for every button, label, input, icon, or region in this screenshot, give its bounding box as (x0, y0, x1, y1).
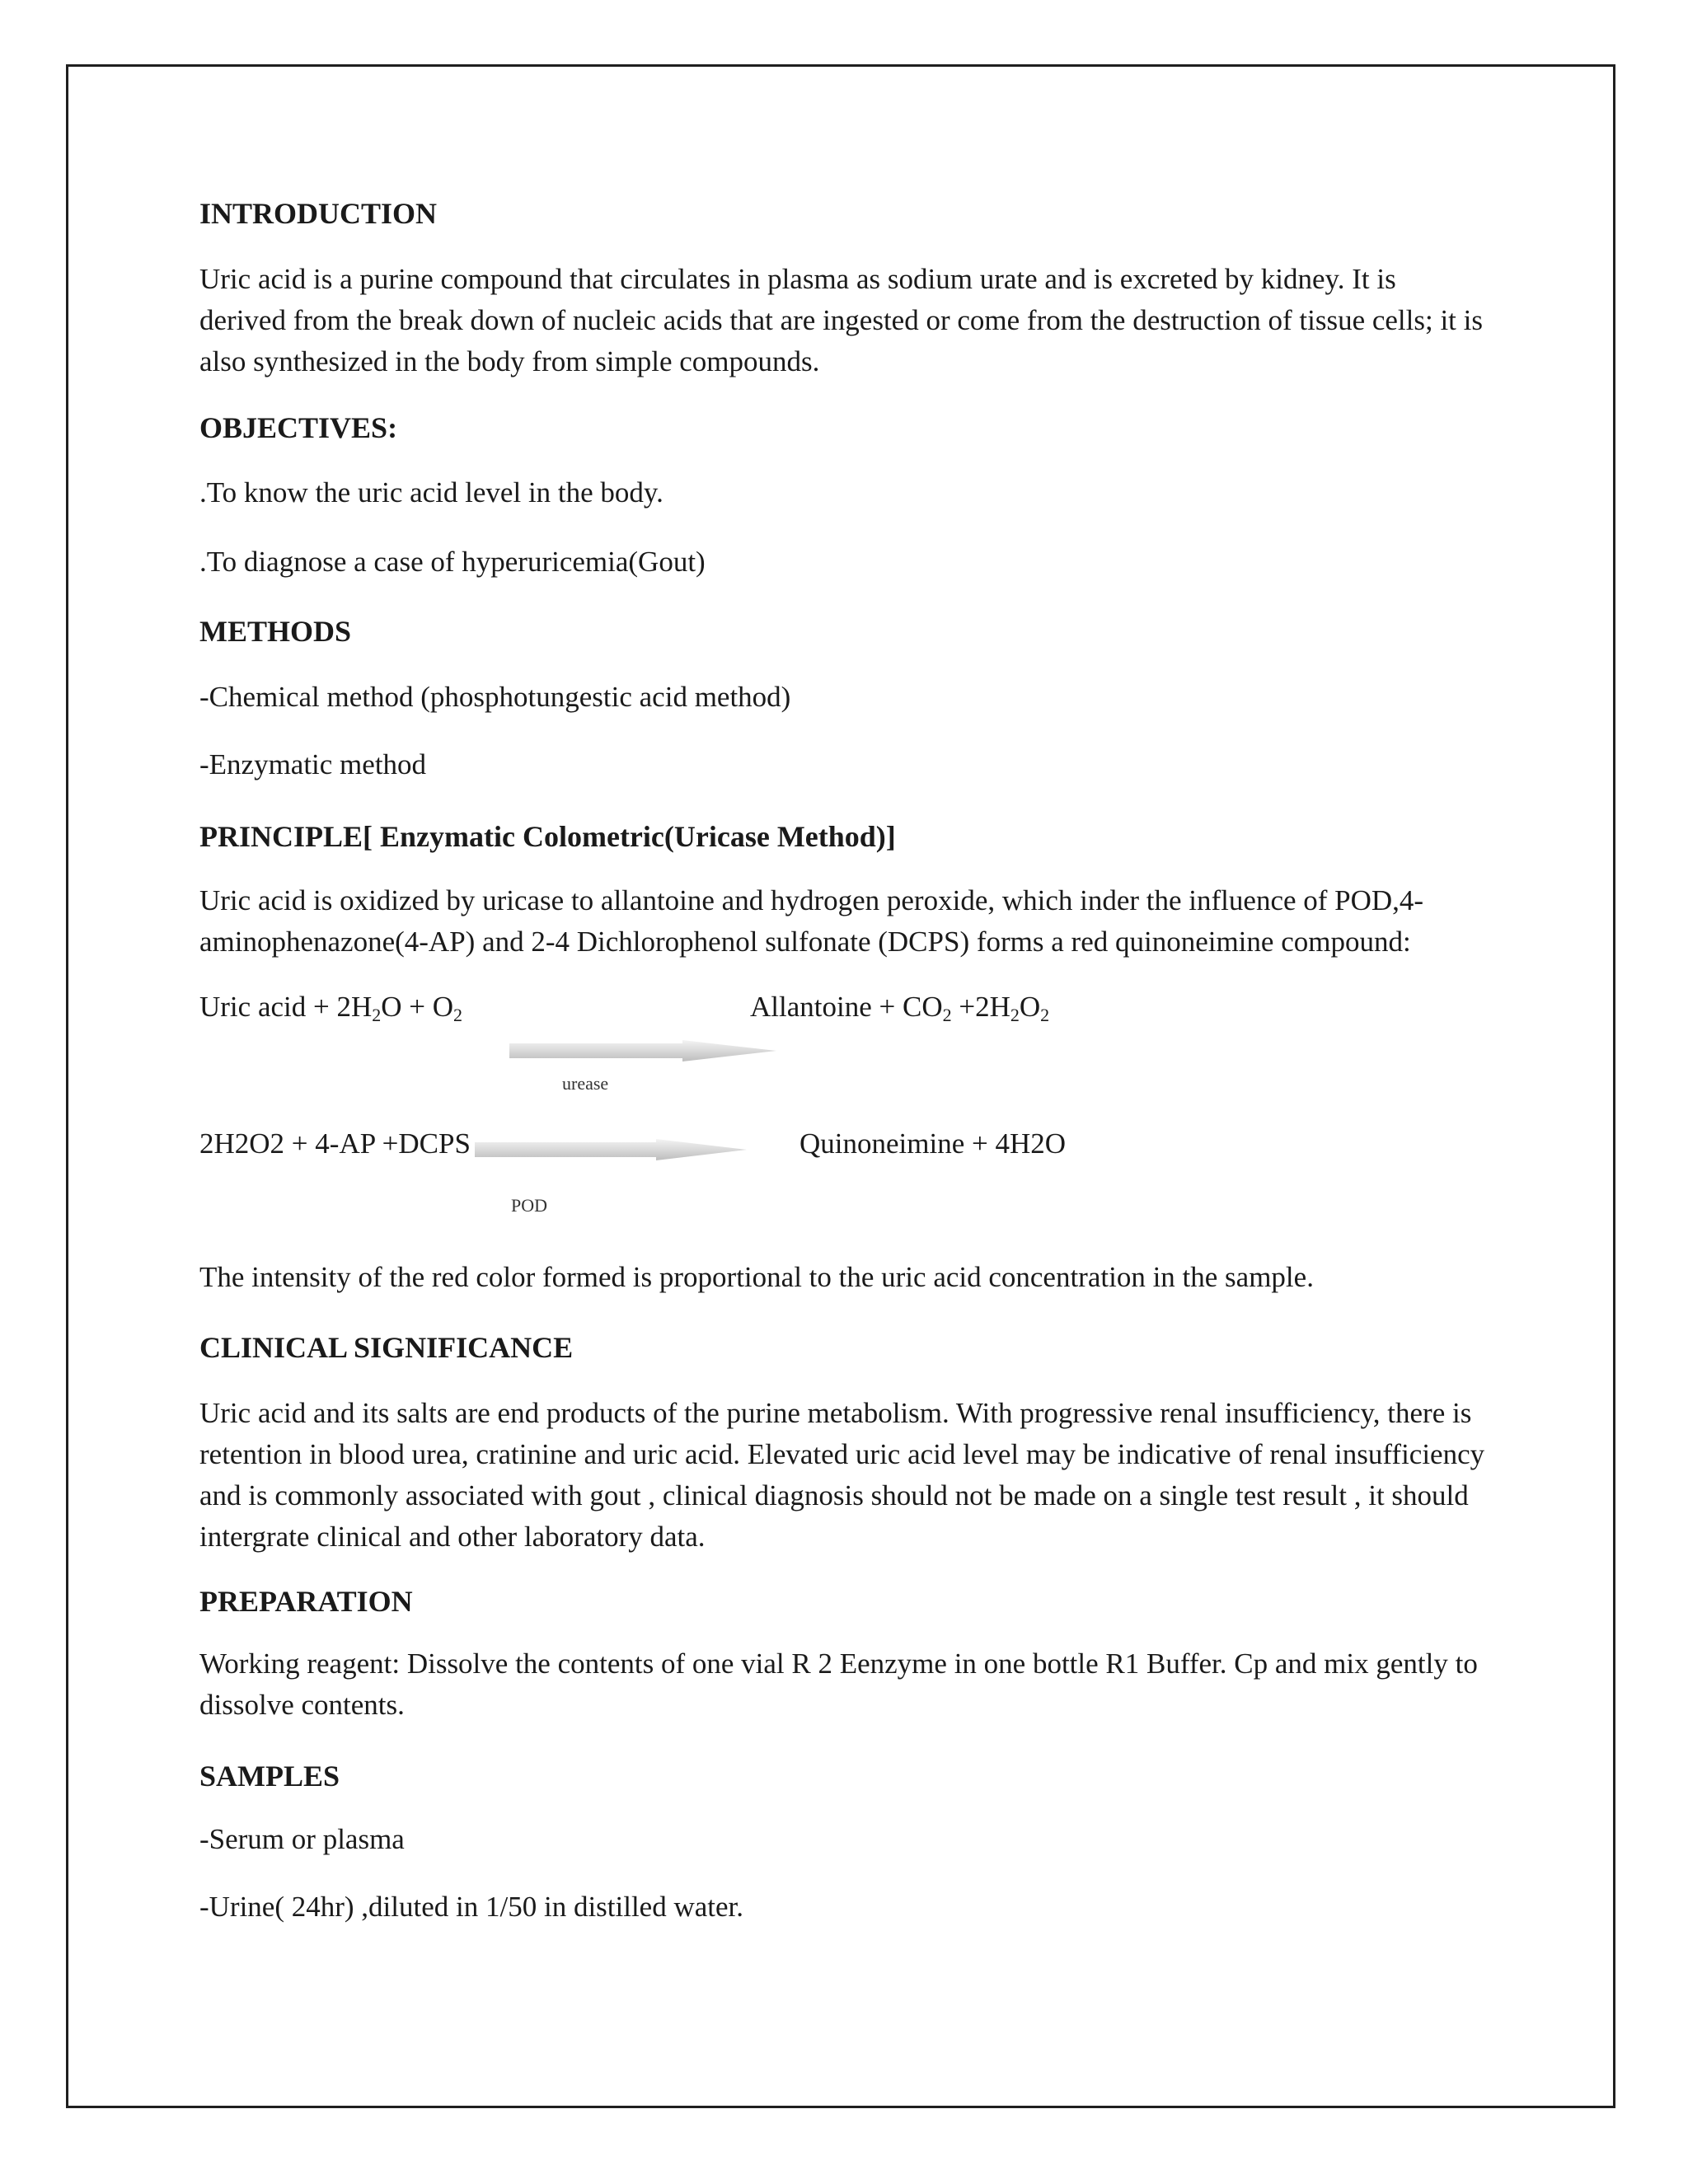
principle-conclusion: The intensity of the red color formed is proportional to the uric acid concentration in the sample. (199, 1261, 1314, 1293)
sample-item: -Serum or plasma (199, 1823, 405, 1855)
sample-item: -Urine( 24hr) ,diluted in 1/50 in distilled water. (199, 1891, 744, 1923)
objective-item: .To know the uric acid level in the body. (199, 476, 663, 509)
enzyme-label-urease: urease (562, 1073, 609, 1094)
samples-heading: SAMPLES (199, 1760, 340, 1793)
objective-item: .To diagnose a case of hyperuricemia(Gout) (199, 546, 706, 578)
reaction1-products: Allantoine + $CO_2 +2H_2O_2$ (750, 991, 1050, 1025)
enzyme-label-pod: POD (511, 1195, 548, 1216)
reaction2-products: Quinoneimine + 4H2O (799, 1127, 1067, 1160)
principle-heading: PRINCIPLE[ Enzymatic Colometric(Uricase Method)] (199, 820, 896, 853)
preparation-text: Working reagent: Dissolve the contents of one vial R 2 Eenzyme in one bottle R1 Buffer. Cp and mix gently to dissolve contents. (199, 1647, 1478, 1721)
methods-heading: METHODS (199, 615, 352, 648)
reaction2-reactants: 2H2O2 + 4-AP +DCPS (199, 1127, 471, 1160)
method-item: -Enzymatic method (199, 748, 427, 780)
introduction-heading: INTRODUCTION (199, 197, 438, 230)
reaction-arrow (475, 1139, 747, 1160)
preparation-heading: PREPARATION (199, 1585, 413, 1618)
clinical-text: Uric acid and its salts are end products of the purine metabolism. With progressive renal insufficiency, there is retention in blood urea, cratinine and uric acid. Elevated uric acid level may be indicative of renal insufficiency and is commonly associated with gout , clinical diagnosis should not be made on a single test result , it should intergrate clinical and other laboratory data. (199, 1397, 1485, 1553)
principle-text: Uric acid is oxidized by uricase to allantoine and hydrogen peroxide, which inder the influence of POD,4-aminophenazone(4-AP) and 2-4 Dichlorophenol sulfonate (DCPS) forms a red quinoneimine compound: (199, 884, 1424, 958)
introduction-text: Uric acid is a purine compound that circulates in plasma as sodium urate and is excreted by kidney. It is derived from the break down of nucleic acids that are ingested or come from the destruction of tissue cells; it is also synthesized in the body from simple compounds. (199, 263, 1484, 377)
method-item: -Chemical method (phosphotungestic acid method) (199, 681, 791, 713)
reaction1-reactants: Uric acid + $2H_2O + O_2$ (199, 991, 463, 1025)
objectives-heading: OBJECTIVES: (199, 411, 398, 444)
reaction-arrow (509, 1040, 776, 1062)
clinical-heading: CLINICAL SIGNIFICANCE (199, 1331, 574, 1364)
